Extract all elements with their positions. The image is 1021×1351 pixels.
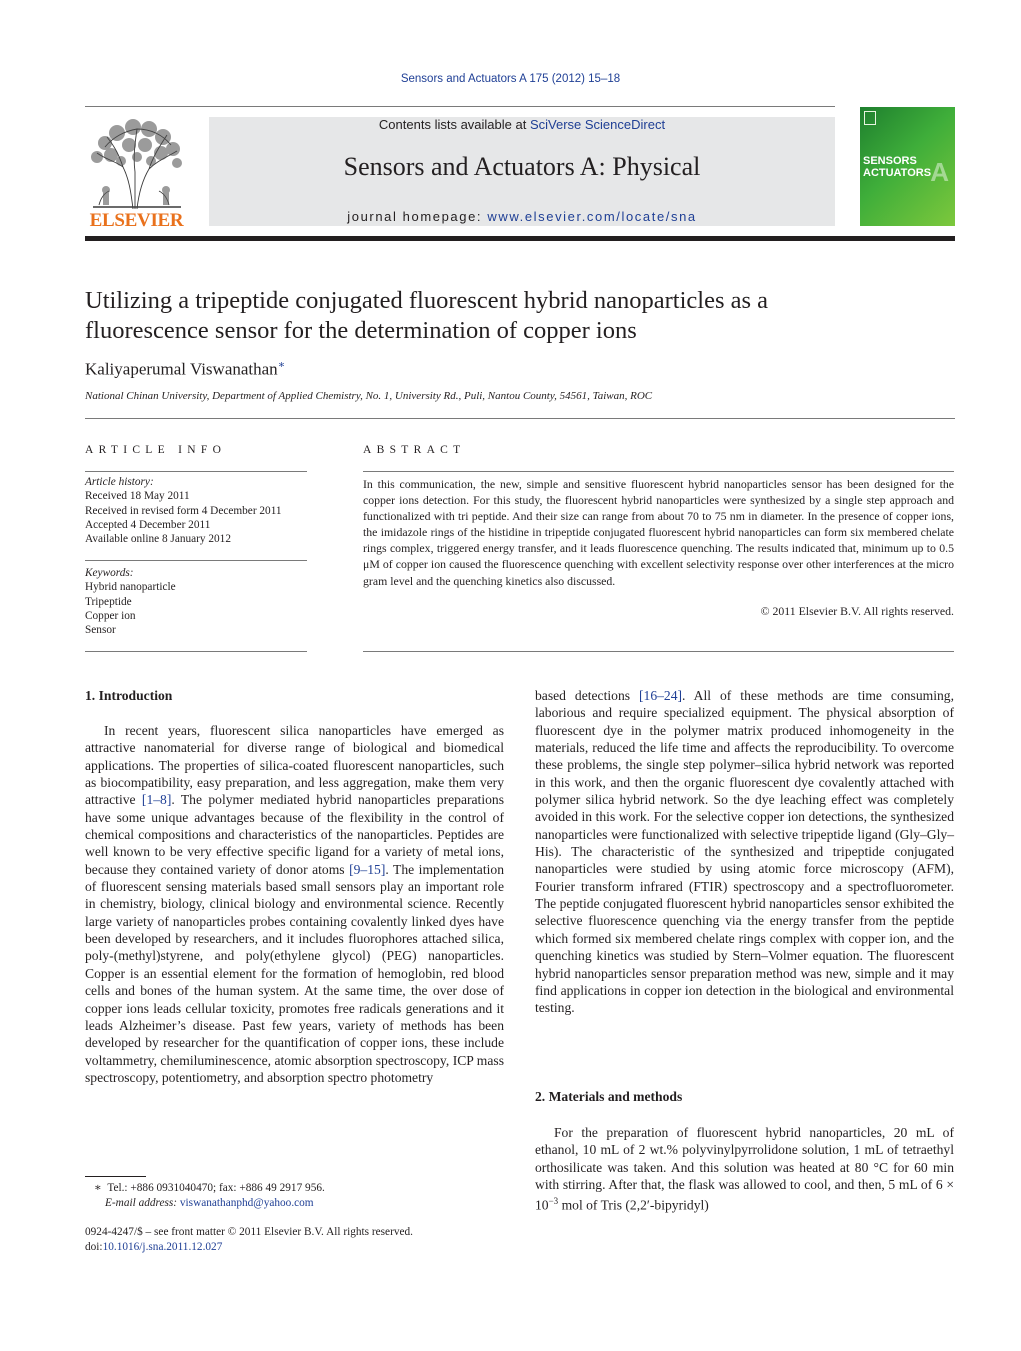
methods-paragraph-1: For the preparation of fluorescent hybrid nanoparticles, 20 mL of ethanol, 10 mL of 2 wt.% polyvinylpyrrolidone solution, 1 mL of tetraethyl orthosilicate was taken. And this solution was heated at 80 °C for 60 min with stirring. After that, the flask was allowed to cool, and then, 5 mL of $6 \times 10^{-3}$ mol of Tris (2,2′-bipyridyl) xyxy=(535,1125,954,1213)
article-history-label: Article history: xyxy=(85,476,154,488)
introduction-heading: 1. Introduction xyxy=(85,688,173,703)
homepage-prefix: journal homepage: xyxy=(347,209,488,224)
introduction-body-continued xyxy=(535,687,954,1017)
journal-name: Sensors and Actuators A: Physical xyxy=(343,152,701,181)
footnote-mark: ∗ xyxy=(94,1182,102,1194)
contents-prefix: Contents lists available at xyxy=(378,117,530,132)
abstract-copyright: © 2011 Elsevier B.V. All rights reserved. xyxy=(760,604,954,618)
title-line-2: fluorescence sensor for the determination of copper ions xyxy=(85,317,637,344)
article-info-heading: ARTICLE INFO xyxy=(85,444,227,456)
cover-title-line2: ACTUATORS xyxy=(863,167,932,179)
affiliation-rule xyxy=(85,418,955,419)
reference-link[interactable]: [1–8] xyxy=(141,792,172,808)
header-top-rule xyxy=(85,106,835,107)
author-line xyxy=(85,358,285,380)
article-title xyxy=(85,286,955,346)
keywords xyxy=(85,566,176,637)
reference-link[interactable]: [16–24] xyxy=(639,688,683,703)
keywords-label: Keywords: xyxy=(85,567,134,579)
keyword-item: Tripeptide xyxy=(85,595,132,608)
email-label: E-mail address: xyxy=(105,1197,180,1209)
article-history xyxy=(85,475,282,546)
keyword-item: Copper ion xyxy=(85,609,136,622)
author-footnote-mark[interactable]: ∗ xyxy=(277,359,286,371)
history-accepted: Accepted 4 December 2011 xyxy=(85,518,211,531)
history-received: Received 18 May 2011 xyxy=(85,490,190,503)
abstract-text: In this communication, the new, simple and sensitive fluorescent hybrid nanoparticles sensor has been designed for the copper ions detection. For this study, the fluorescent hybrid nanoparticles were synthesized by a single step approach and functionalized with tri peptide. And their size can range from about 70 to 75 nm in diameter. In the presence of copper ions, the imidazole rings of the histidine in tripeptide conjugated fluorescent hybrid nanoparticles can form six membered chelate rings complex, triggered energy transfer, and it leads fluorescence quenching. The results indicated that, minimum up to 0.5 μM of copper ion caused the fluorescence quenching with excellent selectivity response over other interferences at the micro gram level and the quenching kinetics also discussed. xyxy=(363,477,954,588)
doi-link[interactable]: 10.1016/j.sna.2011.12.027 xyxy=(102,1241,223,1253)
author-name[interactable]: Kaliyaperumal Viswanathan xyxy=(85,359,278,379)
methods-body xyxy=(535,1124,954,1214)
methods-heading: 2. Materials and methods xyxy=(535,1089,683,1104)
keyword-item: Hybrid nanoparticle xyxy=(85,581,176,594)
article-info-rule-mid xyxy=(85,560,307,561)
author-email-link[interactable]: viswanathanphd@yahoo.com xyxy=(179,1197,314,1209)
journal-homepage xyxy=(209,209,835,224)
doi-prefix: doi: xyxy=(85,1241,103,1253)
article-info-rule-top xyxy=(85,471,307,472)
contents-line xyxy=(209,117,835,132)
abstract-rule-top xyxy=(363,471,954,472)
author-footnote xyxy=(85,1181,325,1211)
abstract-heading: ABSTRACT xyxy=(363,444,466,456)
issn-line: 0924-4247/$ – see front matter © 2011 Elsevier B.V. All rights reserved. xyxy=(85,1226,413,1238)
footnote-contact: Tel.: +886 0931040470; fax: +886 49 2917 956. xyxy=(107,1182,325,1194)
header-thick-rule xyxy=(85,236,955,241)
cover-publisher-mark xyxy=(864,111,876,125)
intro-paragraph-1: In recent years, fluorescent silica nanoparticles have emerged as attractive nanomaterial for diverse range of biological and biomedical applications. The properties of silica-coated fluorescent nanoparticles, such as biocompatibility, easy preparation, and less aggregation, make them very attractive [1–8]. The polymer mediated hybrid nanoparticles preparations have some unique advantages because of the flexibility in the control of chemical compositions and characteristics of the nanoparticles. Peptides are well known to be very effective specific ligand for a variety of metal ions, because they contained variety of donor atoms [9–15]. The implementation of fluorescent sensing materials based small sensors play an important role in chemistry, biology, clinical biology and environmental science. Recently large variety of nanoparticles probes containing covalently linked dyes have been developed by researchers, and it includes fluorophores attached silica, poly-(methyl)styrene, and poly(ethylene glycol) (PEG) nanoparticles. Copper is an essential element for the formation of hemoglobin, red blood cells and bones of the human system. At the same time, the over dose of copper ions leads cellular toxicity, promotes free radicals generations and it leads Alzheimer’s disease. Past few years, variety of methods has been developed by researcher for the quantification of copper ions, these include voltammetry, chemiluminescence, atomic absorption spectroscopy, ICP mass spectroscopy, potentiometry, and absorption spectro photometry xyxy=(85,723,504,1085)
footnote-rule xyxy=(85,1176,146,1177)
reference-link[interactable]: [9–15] xyxy=(349,861,386,877)
abstract-rule-bottom xyxy=(363,651,954,652)
elsevier-wordmark: ELSEVIER xyxy=(89,210,184,231)
page-footer xyxy=(85,1225,413,1255)
journal-cover-image[interactable] xyxy=(860,107,955,226)
cover-section-letter: A xyxy=(930,157,949,187)
title-line-1: Utilizing a tripeptide conjugated fluorescent hybrid nanoparticles as a xyxy=(85,287,769,314)
author-affiliation: National Chinan University, Department of Applied Chemistry, No. 1, University Rd., Puli, Nantou County, 54561, Taiwan, ROC xyxy=(85,390,653,402)
keyword-item: Sensor xyxy=(85,624,116,637)
journal-citation xyxy=(0,73,1021,85)
cover-title-line1: SENSORS xyxy=(863,155,917,167)
sciencedirect-link[interactable]: SciVerse ScienceDirect xyxy=(529,117,666,132)
homepage-link[interactable]: www.elsevier.com/locate/sna xyxy=(487,209,697,224)
article-info-rule-bottom xyxy=(85,651,307,652)
history-online: Available online 8 January 2012 xyxy=(85,533,231,546)
history-revised: Received in revised form 4 December 2011 xyxy=(85,504,282,517)
intro-paragraph-2: based detections [16–24]. All of these methods are time consuming, laborious and require specialized equipment. The physical absorption of fluorescent dye in the polymer matrix produced inhomogeneity in the materials, reduced the life time and affects the reproducibility. To overcome these problems, the single step polymer–silica hybrid network was reported in this work, and then the organic fluorescent dye covalently attached with polymer silica hybrid network. So the dye leaching effect was completely avoided in this work. For the selective copper ion detections, the synthesized nanoparticles were functionalized with selective tripeptide ligand (Gly–Gly–His). The characteristic of the synthesized and tripeptide conjugated nanoparticles were studied by using atomic force microscopy (AFM), Fourier transform infrared (FTIR) spectroscopy and a spectrofluorometer. The peptide conjugated fluorescent hybrid nanoparticles sensor exhibited the selective fluorescence quenching via the energy transfer from the peptide which formed six membered chelate rings complex with copper ion, and the quenching kinetics was studied by Stern–Volmer equation. The fluorescent hybrid nanoparticles sensor preparation method was new, simple and it may find applications in copper ion detection in the biological and environmental testing. xyxy=(535,688,954,1016)
cover-title xyxy=(863,155,931,179)
citation-link[interactable]: Sensors and Actuators A 175 (2012) 15–18 xyxy=(400,73,621,85)
introduction-body xyxy=(85,722,504,1086)
